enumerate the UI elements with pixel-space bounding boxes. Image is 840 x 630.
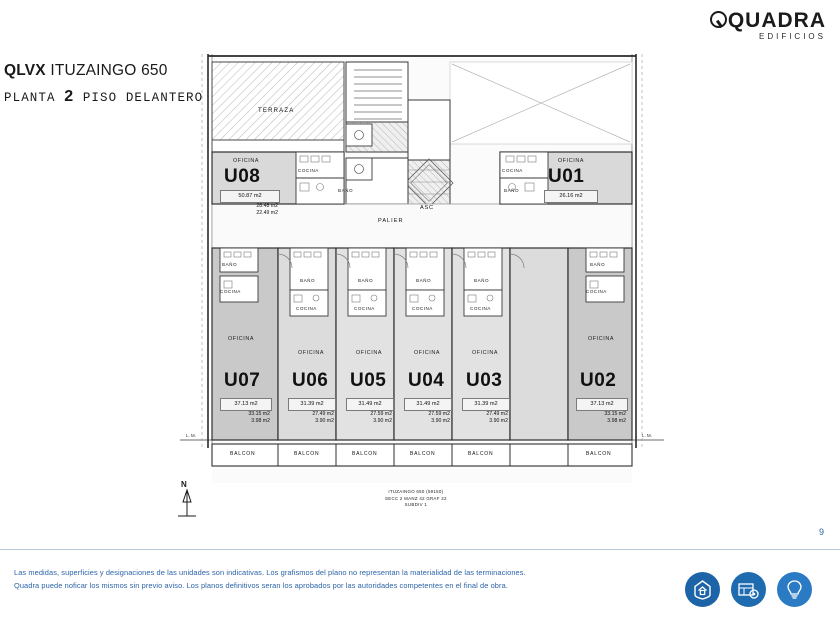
room-label-bano-u07: BAÑO [222,262,238,267]
unit-area-a-u05: 27.59 m2 [370,411,392,417]
unit-area-a-u02: 33.15 m2 [604,411,626,417]
cadastral-line-3: SUBDIV 1 [404,502,428,507]
room-label-cocina-u08: COCINA [298,168,319,173]
unit-area-u02: 37.13 m2 [576,398,628,411]
unit-area-u06: 31.39 m2 [288,398,336,411]
floor-number: 2 [64,88,75,105]
home-shield-icon[interactable] [685,572,720,607]
unit-name-u03: U03 [466,370,503,391]
room-label-bano-u03: BAÑO [474,278,490,283]
unit-area-u05: 31.49 m2 [346,398,394,411]
north-arrow [172,482,202,522]
footer-line-2: Quadra puede noficar los mismos sin previo aviso. Los planos definitivos seran los aprobados por las autoridades competentes en el final de obra. [14,581,508,590]
room-label-asc: ASC [420,205,434,211]
blueprint-gear-icon[interactable] [731,572,766,607]
room-label-balcon-u03: BALCON [468,451,494,457]
lightbulb-icon[interactable] [777,572,812,607]
unit-name-u06: U06 [292,370,329,391]
footer-disclaimer [14,566,526,592]
room-label-cocina-u06: COCINA [296,306,317,311]
unit-area-b-u05: 3.90 m2 [373,418,392,424]
magnifier-q-icon [709,11,725,30]
unit-area-u07: 37.13 m2 [220,398,272,411]
unit-area-u04: 31.49 m2 [404,398,452,411]
floorplan-drawing [150,40,710,540]
unit-area-a-u07: 33.15 m2 [248,411,270,417]
room-label-balcon-u02: BALCON [586,451,612,457]
room-label-oficina-u04: OFICINA [414,350,441,356]
footer-line-1: Las medidas, superficies y designaciones de las unidades son indicativas. Los grafismos del plano no representan la materialidad de las terminaciones. [14,568,526,577]
unit-area-b-u02: 3.98 m2 [607,418,626,424]
room-label-oficina-u05: OFICINA [356,350,383,356]
room-label-bano-u01: BAÑO [504,188,520,193]
unit-name-u02: U02 [580,370,617,391]
project-code: QLVX [4,62,46,79]
unit-area-u08: 50.87 m2 [220,190,280,203]
page-number: 9 [818,527,824,537]
brand-name: QUADRA [727,9,826,32]
room-label-oficina-u01: OFICINA [558,158,585,164]
lm-label-left: L.M. [186,433,197,438]
room-label-bano-u04: BAÑO [416,278,432,283]
unit-name-u08: U08 [224,166,261,187]
room-label-balcon-u05: BALCON [352,451,378,457]
unit-name-u07: U07 [224,370,261,391]
floor-suffix: PISO DELANTERO [82,91,204,105]
room-label-cocina-u05: COCINA [354,306,375,311]
project-street: ITUZAINGO 650 [50,62,168,79]
room-label-cocina-u02: COCINA [586,289,607,294]
room-label-balcon-u06: BALCON [294,451,320,457]
north-label: N [181,480,187,489]
room-label-bano-u05: BAÑO [358,278,374,283]
unit-area-a-u08: 28.48 m2 [256,203,278,209]
room-label-bano-u02: BAÑO [590,262,606,267]
brand-subtitle: EDIFICIOS [758,32,826,41]
cadastral-line-1: ITUZAINGO 650 (59150) [388,489,444,494]
unit-area-b-u07: 3.98 m2 [251,418,270,424]
room-label-bano-u08: BAÑO [338,188,354,193]
unit-area-u01: 26.16 m2 [544,190,598,203]
room-label-cocina-u03: COCINA [470,306,491,311]
room-label-oficina-u03: OFICINA [472,350,499,356]
room-label-balcon-u04: BALCON [410,451,436,457]
room-label-bano-u06: BAÑO [300,278,316,283]
unit-area-a-u06: 27.49 m2 [312,411,334,417]
room-label-oficina-u07: OFICINA [228,336,255,342]
room-label-terraza: TERRAZA [258,108,295,114]
room-label-palier: PALIER [378,218,404,224]
floor-prefix: PLANTA [4,91,56,105]
footer-divider [0,549,840,550]
unit-area-b-u03: 3.90 m2 [489,418,508,424]
cadastral-note [385,489,447,509]
cadastral-line-2: SECC 2 MANZ 42 GRAF 22 [385,495,447,501]
room-label-cocina-u07: COCINA [220,289,241,294]
room-label-cocina-u01: COCINA [502,168,523,173]
unit-area-u03: 31.39 m2 [462,398,510,411]
unit-area-b-u04: 3.90 m2 [431,418,450,424]
room-label-oficina-u02: OFICINA [588,336,615,342]
brand-logo [709,10,826,41]
unit-area-a-u03: 27.49 m2 [486,411,508,417]
unit-name-u04: U04 [408,370,445,391]
unit-area-a-u04: 27.59 m2 [428,411,450,417]
unit-name-u01: U01 [548,166,585,187]
unit-name-u05: U05 [350,370,387,391]
unit-area-b-u08: 22.49 m2 [256,210,278,216]
room-label-balcon-u07: BALCON [230,451,256,457]
room-label-cocina-u04: COCINA [412,306,433,311]
unit-area-b-u06: 3.90 m2 [315,418,334,424]
room-label-oficina-u06: OFICINA [298,350,325,356]
room-label-oficina-u08: OFICINA [233,158,260,164]
lm-label-right: L.M. [642,433,653,438]
